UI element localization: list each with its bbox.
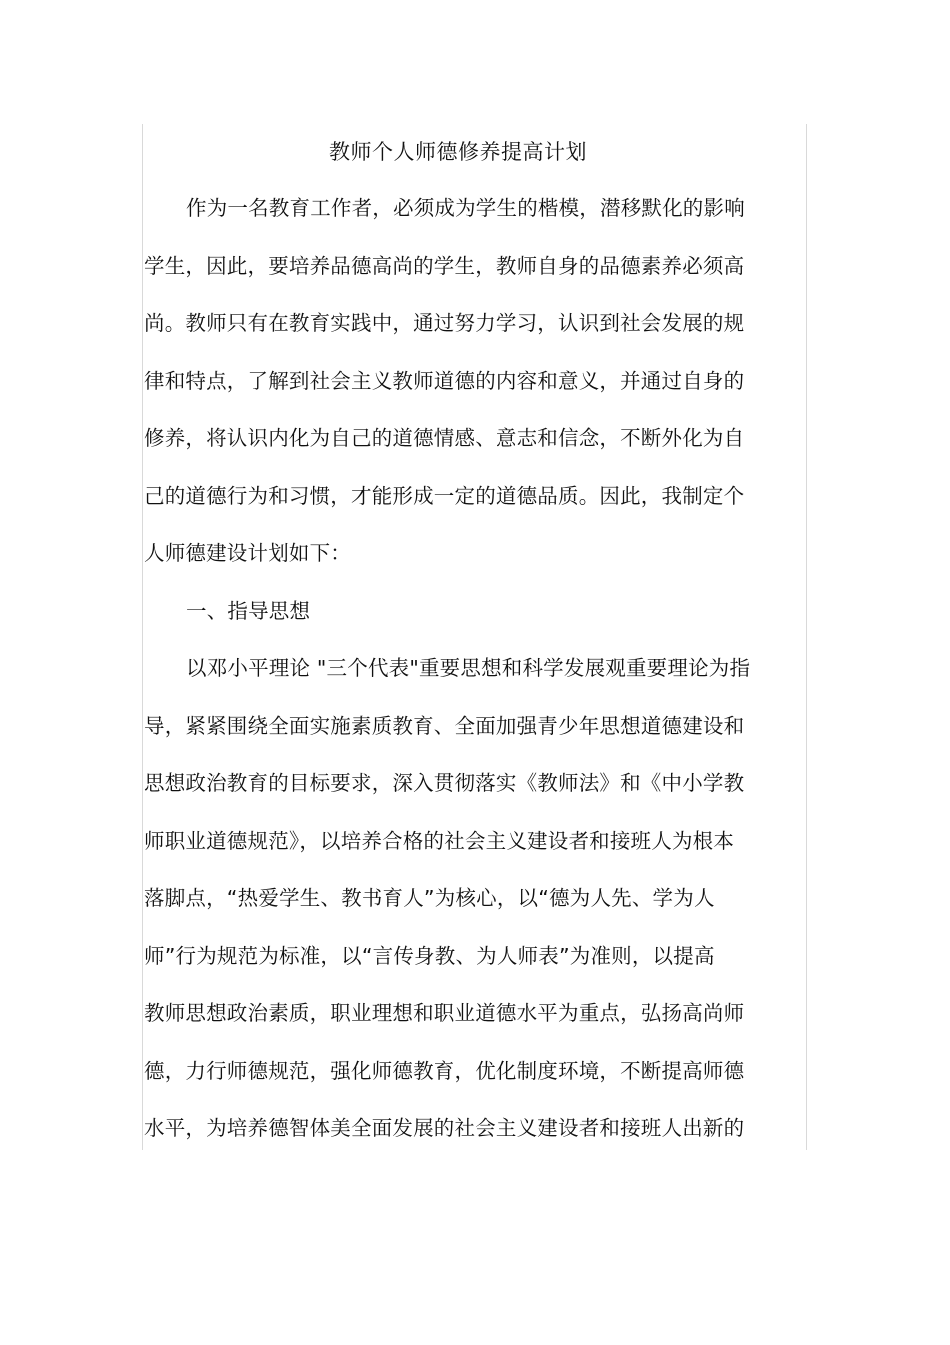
text-line: 师”行为规范为标准，以“言传身教、为人师表”为准则，以提高 — [144, 944, 715, 968]
text-line: 师职业道德规范》，以培养合格的社会主义建设者和接班人为根本 — [144, 829, 735, 853]
text-line: 以邓小平理论 "三个代表"重要思想和科学发展观重要理论为指 — [186, 656, 751, 680]
text-line: 尚。教师只有在教育实践中，通过努力学习，认识到社会发展的规 — [144, 311, 745, 335]
text-line: 学生，因此，要培养品德高尚的学生，教师自身的品德素养必须高 — [144, 254, 745, 278]
text-line: 水平，为培养德智体美全面发展的社会主义建设者和接班人出新的 — [144, 1116, 745, 1140]
document-title: 教师个人师德修养提高计划 — [329, 140, 587, 164]
left-margin-guide — [142, 124, 143, 1150]
text-line: 作为一名教育工作者，必须成为学生的楷模，潜移默化的影响 — [186, 196, 745, 220]
text-line: 德，力行师德规范，强化师德教育，优化制度环境，不断提高师德 — [144, 1059, 745, 1083]
text-line: 人师德建设计划如下： — [144, 541, 351, 565]
text-line: 修养，将认识内化为自己的道德情感、意志和信念，不断外化为自 — [144, 426, 745, 450]
text-line: 律和特点，了解到社会主义教师道德的内容和意义，并通过自身的 — [144, 369, 745, 393]
text-line: 思想政治教育的目标要求，深入贯彻落实《教师法》和《中小学教 — [144, 771, 745, 795]
right-margin-guide — [806, 124, 807, 1150]
text-line: 导，紧紧围绕全面实施素质教育、全面加强青少年思想道德建设和 — [144, 714, 745, 738]
text-line: 落脚点，“热爱学生、教书育人”为核心，以“德为人先、学为人 — [144, 886, 715, 910]
text-line: 教师思想政治素质，职业理想和职业道德水平为重点，弘扬高尚师 — [144, 1001, 745, 1025]
section-heading: 一、指导思想 — [186, 599, 311, 623]
text-line: 己的道德行为和习惯，才能形成一定的道德品质。因此，我制定个 — [144, 484, 745, 508]
